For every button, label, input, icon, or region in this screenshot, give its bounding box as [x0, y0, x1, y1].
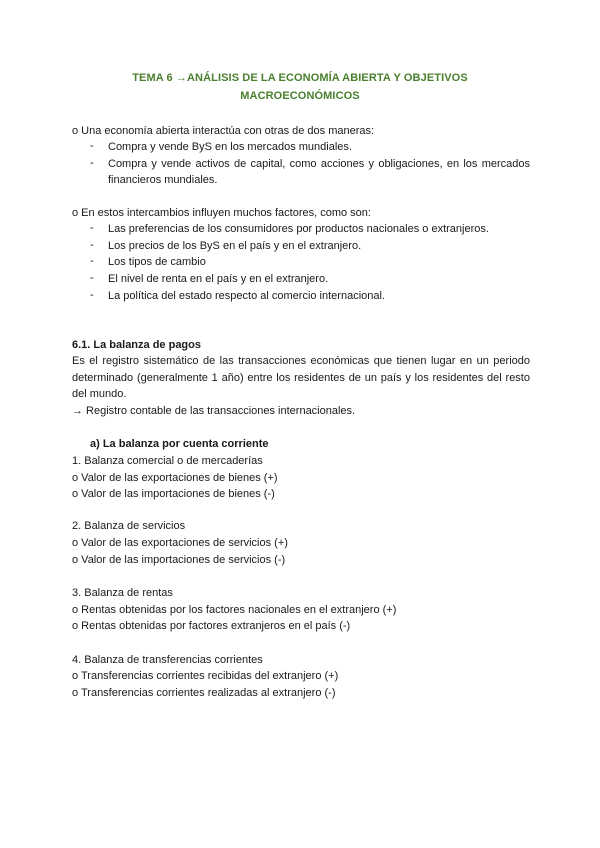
group-line: o Transferencias corrientes recibidas del extranjero (+) — [72, 670, 339, 682]
bullet-dash: - — [90, 157, 94, 169]
group-line: o Valor de las importaciones de servicios (-) — [72, 554, 286, 566]
paragraph-line: Es el registro sistemático de las transacciones económicas que tienen lugar en un periodo — [72, 355, 530, 367]
intro1-lead: o Una economía abierta interactúa con otras de dos maneras: — [72, 125, 375, 137]
list-item: Compra y vende ByS en los mercados mundiales. — [108, 141, 352, 153]
bullet-dash: - — [90, 289, 94, 301]
group-line: o Rentas obtenidas por factores extranjeros en el país (-) — [72, 620, 351, 632]
group-line: o Transferencias corrientes realizadas al extranjero (-) — [72, 687, 336, 699]
group-title: 1. Balanza comercial o de mercaderías — [72, 455, 263, 467]
list-item: La política del estado respecto al comercio internacional. — [108, 290, 385, 302]
list-item: El nivel de renta en el país y en el extranjero. — [108, 273, 329, 285]
subsection-heading: a) La balanza por cuenta corriente — [90, 438, 269, 450]
doc-title-line-1: TEMA 6 →ANÁLISIS DE LA ECONOMÍA ABIERTA Y OBJETIVOS — [132, 72, 468, 84]
doc-title-line-2: MACROECONÓMICOS — [240, 90, 360, 102]
arrow-note: → Registro contable de las transacciones internacionales. — [72, 405, 356, 417]
bullet-dash: - — [90, 272, 94, 284]
group-title: 2. Balanza de servicios — [72, 520, 186, 532]
list-item: Los precios de los ByS en el país y en el extranjero. — [108, 240, 362, 252]
group-line: o Valor de las exportaciones de bienes (+) — [72, 472, 278, 484]
group-line: o Rentas obtenidas por los factores nacionales en el extranjero (+) — [72, 604, 397, 616]
group-title: 3. Balanza de rentas — [72, 587, 173, 599]
list-item: Compra y vende activos de capital, como acciones y obligaciones, en los mercados — [108, 158, 530, 170]
group-title: 4. Balanza de transferencias corrientes — [72, 654, 263, 666]
bullet-dash: - — [90, 222, 94, 234]
list-item: Los tipos de cambio — [108, 256, 206, 268]
bullet-dash: - — [90, 255, 94, 267]
group-line: o Valor de las importaciones de bienes (-) — [72, 488, 275, 500]
group-line: o Valor de las exportaciones de servicios (+) — [72, 537, 288, 549]
bullet-dash: - — [90, 140, 94, 152]
list-item-continuation: financieros mundiales. — [108, 174, 218, 186]
paragraph-line: del mundo. — [72, 388, 127, 400]
section-heading: 6.1. La balanza de pagos — [72, 339, 201, 351]
list-item: Las preferencias de los consumidores por productos nacionales o extranjeros. — [108, 223, 489, 235]
paragraph-line: determinado (generalmente 1 año) entre los residentes de un país y los residentes del resto — [72, 372, 530, 384]
bullet-dash: - — [90, 239, 94, 251]
intro2-lead: o En estos intercambios influyen muchos factores, como son: — [72, 207, 371, 219]
